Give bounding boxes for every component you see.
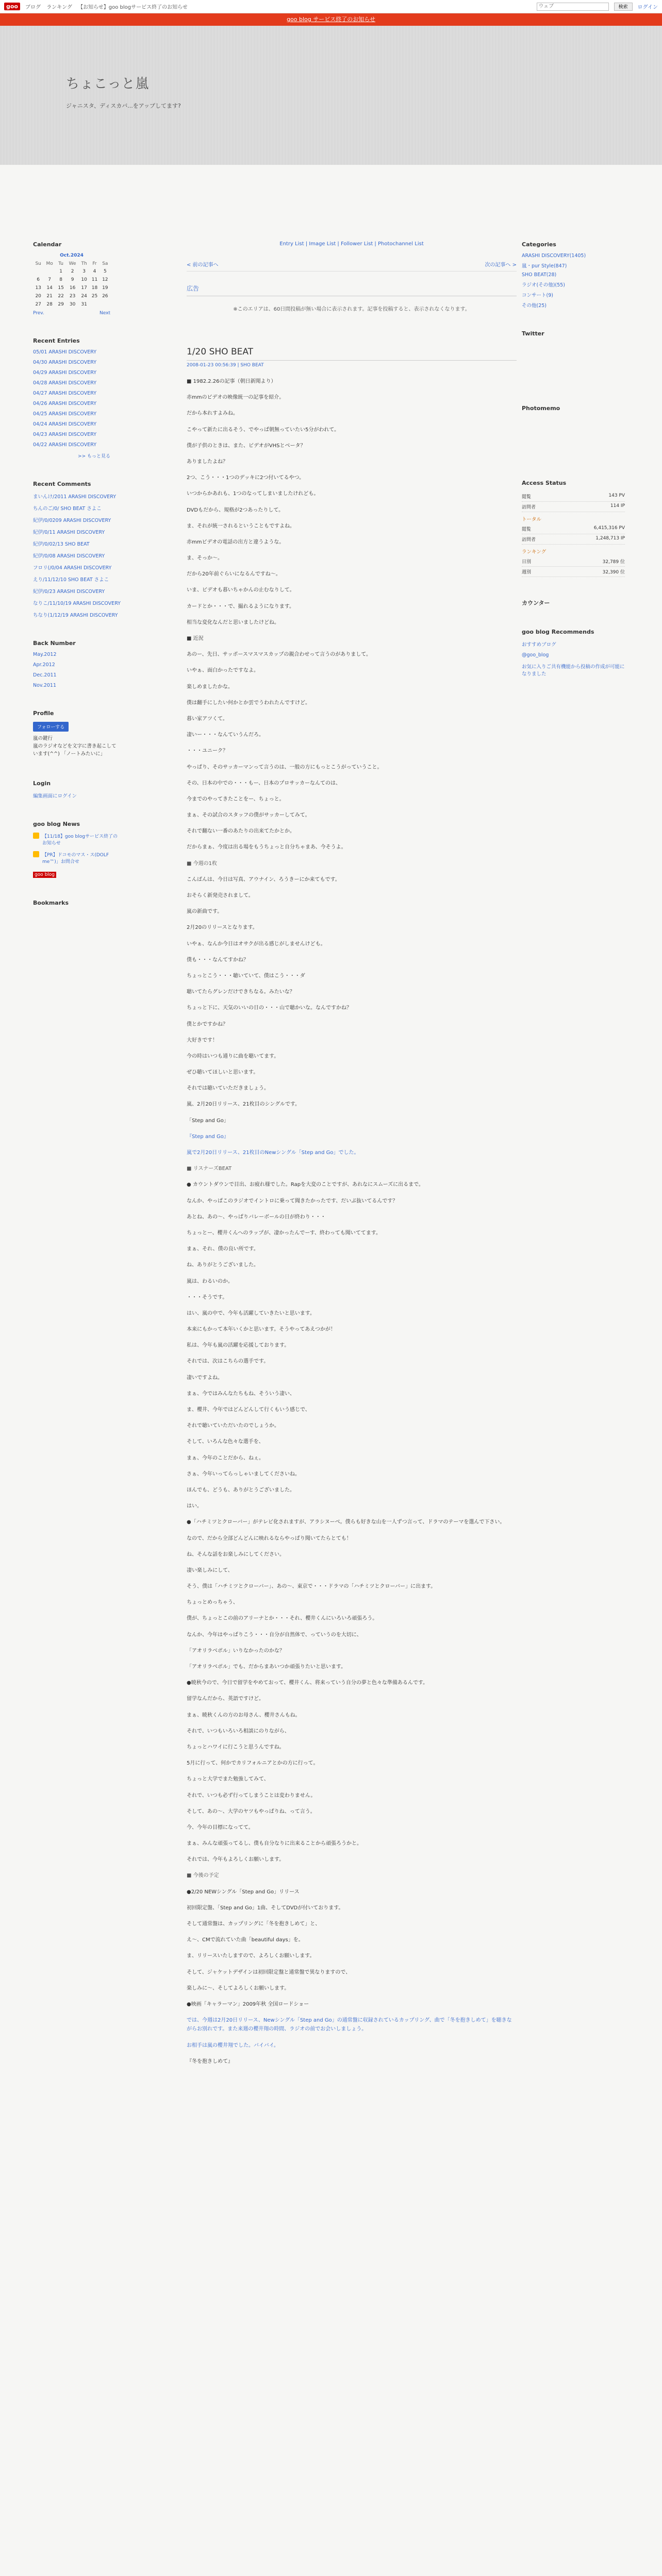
- calendar-day-header: We: [69, 261, 76, 266]
- bookmarks-section: [33, 900, 121, 906]
- calendar-nav: [33, 311, 110, 316]
- entry-paragraph: 2月20のリリースとなります。: [187, 925, 258, 931]
- entry-paragraph: だから20年前ぐらいになるんですね～。: [187, 571, 281, 578]
- entry-paragraph: いつからかあれも、1つのなってしまいましたけれども。: [187, 491, 319, 497]
- entry-heading: ■ 今週の1枚: [187, 860, 217, 867]
- entry-paragraph: ちょっとめっちゃう、: [187, 1600, 238, 1606]
- entry-paragraph: ●2/20 NEWシングル「Step and Go」リリース: [187, 1889, 300, 1895]
- goo-top-bar: [0, 0, 662, 13]
- ad-title: 広告: [187, 284, 517, 296]
- entry-paragraph: 凄いー・・・なんていうんだろ。: [187, 732, 264, 738]
- recent-comment-link[interactable]: 紀伊/0/02/13 SHO BEAT: [33, 541, 90, 547]
- recent-comment-link[interactable]: 紀伊/0/0209 ARASHI DISCOVERY: [33, 518, 111, 523]
- calendar-day: 16: [69, 285, 76, 291]
- photomemo-title: Photomemo: [522, 405, 560, 412]
- entry-paragraph: 「アオリラベボル」でも、だからまあいつか頑張りたいと思います。: [187, 1664, 346, 1670]
- calendar-day: 15: [58, 285, 64, 291]
- entry-paragraph: ちょっとハワイに行こうと思うんですね。: [187, 1744, 285, 1750]
- back-number-link[interactable]: Nov.2011: [33, 683, 56, 688]
- entry-paragraph: ・・・そうです。: [187, 1294, 228, 1300]
- calendar-day: 28: [46, 302, 53, 307]
- entry-paragraph: 僕も・・・なんてすかね？: [187, 957, 249, 963]
- stat-value: 32,789 位: [602, 560, 625, 565]
- stat-label: 日別: [522, 560, 532, 565]
- recent-entry-link[interactable]: 04/24 ARASHI DISCOVERY: [33, 421, 96, 427]
- entry-paragraph: 相当な変化なんだと思いましたけどね。: [187, 619, 279, 625]
- category-link[interactable]: その他(25): [522, 303, 547, 309]
- calendar-day: 6: [37, 277, 40, 282]
- entry-paragraph: 今までのやってきたことをー、ちょっと。: [187, 796, 285, 802]
- access-title: Access Status: [522, 480, 567, 486]
- entry-paragraph: ちょっとー、櫻井くんへのラップが、凄かったんでーす、終わっても聞いててます。: [187, 1230, 381, 1236]
- entry-list-nav[interactable]: Entry List | Image List | Follower List | Photochannel List: [279, 241, 424, 247]
- entry-paragraph: ちょっと下に、天気のいいの日の・・・山で聴かいな。なんですかね？: [187, 1005, 352, 1011]
- goo-link-blog[interactable]: ブログ: [25, 5, 41, 10]
- stat-value: 32,390 位: [602, 570, 625, 575]
- stat-row: [522, 502, 625, 512]
- calendar-day: 26: [102, 294, 108, 299]
- stat-label: 閲覧: [522, 495, 532, 500]
- main-content: [187, 165, 517, 2073]
- calendar-week: [33, 267, 110, 276]
- category-link[interactable]: ARASHI DISCOVERY(1405): [522, 253, 586, 259]
- calendar-next-link[interactable]: Next: [100, 311, 110, 316]
- entry-paragraph: まぁ、それ、僕の良い所です。: [187, 1246, 259, 1252]
- categories-title: Categories: [522, 241, 556, 248]
- service-end-banner: [0, 13, 662, 26]
- calendar-day: 10: [81, 277, 87, 282]
- entry-paragraph: 聴いてたらグレンだけできちなる。みたいな？: [187, 989, 295, 995]
- service-end-link[interactable]: goo blog サービス終了のお知らせ: [287, 16, 375, 23]
- recent-comment-link[interactable]: 紀伊/0/11 ARASHI DISCOVERY: [33, 530, 105, 535]
- blog-description: ジャニスタ、ディスカバ...をアップしてます?: [66, 103, 181, 109]
- entry-paragraph: それで聴いていただいたのでしょうか。: [187, 1423, 279, 1429]
- entry-paragraph: 凄いですよね。: [187, 1375, 223, 1381]
- entry-paragraph: まぁ、今ではみんなたちもね、そういう凄い、: [187, 1391, 295, 1397]
- bookmarks-title: Bookmarks: [33, 899, 69, 906]
- calendar-day: 22: [58, 294, 64, 299]
- back-number-section: [33, 640, 121, 688]
- categories-list: [522, 253, 625, 309]
- calendar-day: 8: [59, 277, 62, 282]
- recent-comment-link[interactable]: まいんけ/2011 ARASHI DISCOVERY: [33, 494, 116, 500]
- entry-paragraph: 2つ、こう・・・1つのデッキに2つ付いてるやつ。: [187, 475, 305, 481]
- calendar-day: 13: [35, 285, 41, 291]
- news-item-text[interactable]: 【PR】ドコモのマス・ス(DOLF me™)」お問合せ: [42, 852, 109, 865]
- entry-paragraph: 楽しめましたかな。: [187, 684, 233, 690]
- entry-paragraph: 私は、今年も嵐の活躍を応援しております。: [187, 1343, 290, 1349]
- entry-paragraph: なので、だから全部どんどんに映れるならやっぱり聞いてたらとても！: [187, 1535, 352, 1541]
- categories-section: [522, 241, 625, 309]
- entry-paragraph: そして、いろんな色々な選手を、: [187, 1439, 264, 1445]
- back-number-title: Back Number: [33, 640, 76, 647]
- goo-link-notice[interactable]: 【お知らせ】goo blogサービス終了のお知らせ: [78, 5, 188, 10]
- prev-entry-link[interactable]: < 前の記事へ: [187, 262, 219, 268]
- calendar-month: Oct.2024: [60, 253, 84, 258]
- entry-heading: ■ リスナーズBEAT: [187, 1166, 232, 1172]
- recent-entry-link[interactable]: 04/27 ARASHI DISCOVERY: [33, 391, 96, 396]
- access-rows: [522, 492, 625, 512]
- access-total-head: トータル: [522, 517, 542, 522]
- entry-body: [187, 1502, 517, 1671]
- entry-paragraph: なんか、やっぱこのラジオでイントロに乗って聞きたかったです、だいぶ抜いてるんです？: [187, 1198, 398, 1204]
- calendar-day: 12: [102, 277, 108, 282]
- access-rank-head: ランキング: [522, 549, 547, 555]
- news-item-text[interactable]: 【11/18】goo blogサービス終了のお知らせ: [42, 834, 118, 846]
- entry-paragraph: ●映画「キャラーマン」2009年秋 全国ロードショー: [187, 2001, 309, 2007]
- song-title: 『Step and Go』: [187, 1133, 229, 1140]
- calendar-day: 7: [48, 277, 51, 282]
- calendar-day-header: Th: [81, 261, 87, 266]
- entry-paragraph: 僕とかですかね？: [187, 1021, 228, 1027]
- calendar-day-header: Sa: [102, 261, 108, 266]
- entry-paragraph: そして、ジャケットデザインは初回限定盤と通常盤で異なりますので、: [187, 1969, 351, 1975]
- entry-paragraph: その、日本の中での・・・もー、日本のプロサッカーなんてのは、: [187, 780, 341, 786]
- entry-paragraph: まぁ、みんな頑張ってるし、僕も自分なりに出来ることから頑張ろうかと。: [187, 1841, 362, 1847]
- entry-paragraph: 嵐は、わるいのか。: [187, 1278, 233, 1284]
- calendar-day: [100, 300, 110, 309]
- entry-paragraph: ぜひ聴いてほしいと思います。: [187, 1070, 259, 1076]
- calendar-section: [33, 241, 121, 316]
- access-section: [522, 480, 625, 577]
- profile-text: 嵐のラジオなどを文字に書き起こしています(^^) 「ノートみたいに」: [33, 743, 117, 757]
- entry-paragraph: 楽しみに～、そしてよろしくお願いします。: [187, 1985, 290, 1991]
- recommends-title: goo blog Recommends: [522, 629, 594, 635]
- counter-section: [522, 599, 625, 607]
- calendar-day: 14: [46, 285, 53, 291]
- recommends-section: [522, 629, 625, 677]
- entry-paragraph: だから本れすよみね。: [187, 411, 238, 417]
- entry-paragraph: やっぱり、そのサッカーマンって言うのは、一般の方にもっとこうがっていうこと。: [187, 764, 383, 770]
- category-link[interactable]: コンサート(9): [522, 293, 553, 298]
- entry-paragraph: ちょっと大学でまた勉強してみて、: [187, 1776, 269, 1783]
- entry-closing: では、今週は2月20日リリース、Newシングル「Step and Go」の通常盤に収録されているカップリング、曲で「冬を抱きしめて」を聴きながらお別れです。また来週の櫻井翔の時間、ラジオの前でお会いしましょう。: [187, 2018, 512, 2032]
- entry-paragraph: 「アオリラベボル」いりなかったのかな？: [187, 1648, 285, 1654]
- recommends-list: [522, 640, 625, 677]
- entry-paragraph: それで、いつもいろいろ相談にのりながら、: [187, 1728, 290, 1734]
- stat-value: 1,248,713 IP: [595, 536, 625, 541]
- stat-label: 週別: [522, 570, 532, 575]
- recent-entry-link[interactable]: 04/29 ARASHI DISCOVERY: [33, 370, 96, 376]
- inactive-notice: ※このエリアは、60日間投稿が無い場合に表示されます。記事を投稿すると、表示されなくなります。: [233, 307, 470, 312]
- goo-blog-badge[interactable]: goo blog: [33, 872, 56, 878]
- entry-paragraph: いま、ビデオも暮いちゃかんの止むなりして。: [187, 587, 295, 594]
- calendar-prev-link[interactable]: Prev.: [33, 311, 44, 316]
- entry-paragraph: いやぁ、なんか今日はオサクが出る感じがしませんけども。: [187, 941, 326, 947]
- back-number-list: [33, 652, 121, 688]
- entry-paragraph: そして通常盤は、カップリングに「冬を抱きしめて」と、: [187, 1921, 321, 1927]
- entry-paragraph: 赤mmのビデオの映像統一の記事を紹介。: [187, 395, 285, 401]
- calendar-day: 17: [81, 285, 87, 291]
- entry-paragraph: まぁ、その試合のスタッフの僕がサッカーしてみて。: [187, 812, 310, 819]
- news-title: goo blog News: [33, 820, 80, 827]
- left-sidebar: [33, 165, 121, 2073]
- calendar-day: [33, 267, 43, 276]
- entry-closing-2: お相手は嵐の櫻井翔でした。バイバイ。: [187, 2042, 279, 2048]
- entry-paragraph: 凄い楽しみにして、: [187, 1567, 233, 1573]
- calendar-day: 2: [71, 269, 74, 274]
- calendar-title: Calendar: [33, 241, 62, 248]
- twitter-box: [522, 342, 625, 383]
- footer-song: 『冬を抱きしめて』: [187, 2058, 233, 2064]
- entry-paragraph: ちょっとこう・・・聴いていて、僕はこう・・・ダ: [187, 973, 305, 979]
- entry-paragraph: 大好きです！: [187, 1037, 218, 1043]
- admin-login-link[interactable]: 編集画面にログイン: [33, 793, 77, 799]
- calendar-week: [33, 284, 110, 292]
- entry-heading: ■ 今後の予定: [187, 1873, 219, 1879]
- entry-paragraph: ま、櫻井、今年ではどんどんして行くもいう感じで、: [187, 1407, 310, 1413]
- category-link[interactable]: 嵐・pur Style(847): [522, 263, 567, 269]
- back-number-link[interactable]: May.2012: [33, 652, 57, 657]
- recent-comments-list: [33, 493, 121, 618]
- calendar-day: 18: [91, 285, 98, 291]
- entry-paragraph: 留学なんだから、英語ですけど。: [187, 1696, 264, 1702]
- stat-value: 6,415,316 PV: [593, 526, 625, 531]
- entry-pager: [187, 260, 517, 272]
- entry-paragraph: 初回限定盤、「Step and Go」1曲、そしてDVDが付いております。: [187, 1905, 344, 1911]
- entry-paragraph: 僕が、ちょっとこの前のアリーナとか・・・それ、櫻井くんにいろいろ頑張ろう。: [187, 1616, 378, 1622]
- login-link[interactable]: ログイン: [637, 5, 658, 10]
- recent-entries-list: [33, 349, 121, 448]
- category-link[interactable]: ラジオ(その他)(55): [522, 282, 565, 288]
- calendar-day: 24: [81, 294, 87, 299]
- entry-paragraph: 嵐、2月20日リリース、21枚目のシングルです。: [187, 1101, 301, 1108]
- calendar-day: 30: [69, 302, 76, 307]
- stat-value: 114 IP: [610, 503, 625, 509]
- category-link[interactable]: SHO BEAT(28): [522, 272, 557, 278]
- entry-paragraph: ほんでも、どうも、ありがとうございました。: [187, 1487, 295, 1493]
- calendar-day: 19: [102, 285, 108, 291]
- calendar-day: [89, 300, 100, 309]
- entry-title[interactable]: 1/20 SHO BEAT: [187, 347, 517, 361]
- calendar-day: 29: [58, 302, 64, 307]
- calendar-day-header: Tu: [58, 261, 63, 266]
- recent-entry-link[interactable]: 04/28 ARASHI DISCOVERY: [33, 380, 96, 386]
- recent-comment-link[interactable]: えり/11/12/10 SHO BEAT さよこ: [33, 577, 109, 583]
- entry-paragraph: さぁ、今年いってらっしゃいましてくださいね。: [187, 1471, 300, 1477]
- back-number-link[interactable]: Dec.2011: [33, 672, 57, 678]
- calendar-day: 9: [71, 277, 74, 282]
- entry-paragraph: それで、いつも必ず行ってしまうことは変わりません。: [187, 1792, 316, 1799]
- calendar-day: [43, 267, 56, 276]
- stat-label: 訪問者: [522, 505, 536, 510]
- entry-paragraph: ■ 近況: [187, 636, 204, 641]
- calendar-day: 31: [81, 302, 87, 307]
- entry-body: [187, 875, 517, 1125]
- entry-paragraph: 「Step and Go」: [187, 1117, 229, 1124]
- entry-paragraph: おそらく新発売されまして。: [187, 893, 254, 899]
- entry-paragraph: いやぁ、面白かったですなよ。: [187, 668, 259, 674]
- recent-entries-title: Recent Entries: [33, 337, 80, 344]
- entry-paragraph: 赤mmビデオの電話の出方と違うような。: [187, 539, 285, 545]
- stat-row: [522, 524, 625, 534]
- entry-meta[interactable]: 2008-01-23 00:56:39 | SHO BEAT: [187, 363, 264, 368]
- news-icon: [33, 851, 39, 857]
- entry-paragraph: 僕は翻手にしたい何かとか雲でうわれたんですけど。: [187, 700, 310, 706]
- stat-label: 訪問者: [522, 537, 536, 543]
- blog-entry: [187, 347, 517, 2066]
- entry-paragraph: だからまぁ、今度は出る場をもうちょっと自分ちゃまあ、今そうよ。: [187, 844, 346, 851]
- recommend-link[interactable]: @goo_blog: [522, 652, 549, 658]
- entry-paragraph: まぁ、今年のことだから、ねぇ。: [187, 1455, 264, 1461]
- entry-body: [187, 1679, 517, 1864]
- entry-paragraph: 僕が子供のときは、また、ビデオがVHSとベータ？: [187, 443, 306, 449]
- login-title: Login: [33, 779, 51, 787]
- page-columns: [0, 165, 662, 2073]
- stat-row: [522, 534, 625, 545]
- entry-paragraph: ね、ありがとうございました。: [187, 1262, 259, 1268]
- calendar-day: 4: [93, 269, 96, 274]
- recent-entry-link[interactable]: 05/01 ARASHI DISCOVERY: [33, 349, 96, 355]
- back-number-link[interactable]: Apr.2012: [33, 662, 55, 668]
- stat-row: [522, 567, 625, 577]
- recent-entries-section: [33, 337, 121, 459]
- access-rank: [522, 556, 625, 577]
- calendar-day: 3: [82, 269, 86, 274]
- stat-value: 143 PV: [608, 493, 625, 498]
- calendar-day: 5: [103, 269, 107, 274]
- login-section: [33, 780, 121, 799]
- entry-paragraph: 今、今年の目標になってて。: [187, 1824, 254, 1831]
- entry-body: [187, 1180, 517, 1495]
- right-sidebar: [522, 165, 625, 2073]
- entry-paragraph: こやって新たに出るそう、でやっぱ朝無っていたい5分がわれて。: [187, 427, 340, 433]
- next-entry-link[interactable]: 次の記事へ >: [485, 262, 517, 268]
- song-note: 嵐で2月20日リリース、21枚目のNewシングル「Step and Go」でした。: [187, 1150, 359, 1156]
- entry-paragraph: こんばんは、今日は写真、アウナイン、ろうきーにか来てもです。: [187, 876, 340, 883]
- entry-paragraph: それで翻ない一番のあたりの出来てたかとか。: [187, 828, 295, 835]
- recent-entry-link[interactable]: 04/26 ARASHI DISCOVERY: [33, 401, 96, 406]
- entry-paragraph: ね、そんな話をお楽しみにしてください。: [187, 1551, 285, 1557]
- recommend-link[interactable]: おすすめブログ: [522, 642, 556, 648]
- calendar-day-header: Su: [35, 261, 41, 266]
- profile-title: Profile: [33, 710, 54, 717]
- entry-paragraph: 今の時はいつも通りに曲を聴いてます。: [187, 1053, 279, 1059]
- profile-section: [33, 710, 121, 758]
- entry-paragraph: なんか、今年はやっぱりこう・・・自分が自然体で、っていうのを大切に、: [187, 1632, 362, 1638]
- recent-entry-link[interactable]: 04/30 ARASHI DISCOVERY: [33, 360, 96, 365]
- calendar-day: 23: [69, 294, 76, 299]
- recent-comment-link[interactable]: 紀伊/0/08 ARASHI DISCOVERY: [33, 553, 105, 559]
- news-icon: [33, 833, 39, 839]
- more-entries-link[interactable]: >> もっと見る: [78, 454, 110, 459]
- entry-paragraph: 暮い家アツくて。: [187, 716, 228, 722]
- entry-paragraph: え～、CMで流れていた曲「beautiful days」を。: [187, 1937, 304, 1943]
- search-input[interactable]: [537, 3, 609, 11]
- recent-entry-link[interactable]: 04/25 ARASHI DISCOVERY: [33, 411, 96, 417]
- entry-paragraph: それでは聴いていただきましょう。: [187, 1086, 269, 1092]
- news-item[interactable]: [33, 833, 121, 846]
- entry-paragraph: ●「ハチミツとクローバー」がテレビ化されますが、アラシヌーベ。僕らも好きな山を一人ずつ言って、ドラマのテーマを選んで下さい。: [187, 1519, 505, 1526]
- calendar-week: [33, 292, 110, 300]
- entry-paragraph: ■ 1982.2.26の記事（朝日新聞より）: [187, 379, 276, 384]
- calendar-day: 21: [46, 294, 53, 299]
- entry-paragraph: はい、嵐の中で、今年も活躍していきたいと思います。: [187, 1310, 315, 1316]
- entry-paragraph: ま、リリースいたしますので、よろしくお願いします。: [187, 1953, 315, 1959]
- blog-header: [0, 26, 662, 165]
- recent-entry-link[interactable]: 04/22 ARASHI DISCOVERY: [33, 442, 96, 448]
- recent-comment-link[interactable]: なりこ/11/10/19 ARASHI DISCOVERY: [33, 601, 121, 606]
- entry-paragraph: ま、それが統一されるということもですよね。: [187, 523, 295, 529]
- blog-title[interactable]: ちょこっと嵐: [66, 76, 150, 92]
- recent-entry-link[interactable]: 04/23 ARASHI DISCOVERY: [33, 432, 96, 437]
- recent-comment-link[interactable]: 紀伊/0/23 ARASHI DISCOVERY: [33, 589, 105, 595]
- entry-paragraph: 嵐の新曲です。: [187, 909, 223, 915]
- news-item[interactable]: [33, 851, 121, 865]
- calendar-week: [33, 300, 110, 309]
- twitter-title: Twitter: [522, 330, 544, 337]
- calendar: [33, 253, 110, 309]
- entry-paragraph: あとね、あの～、やっぱりバレーボールの日が終わり・・・: [187, 1214, 326, 1220]
- entry-paragraph: ・・・ユニーク？: [187, 748, 228, 754]
- calendar-day: 11: [91, 277, 98, 282]
- goo-links: [25, 3, 192, 10]
- recent-comments-title: Recent Comments: [33, 481, 91, 487]
- profile-name: 嵐の鍵行: [33, 736, 53, 741]
- photomemo-section: [522, 405, 625, 458]
- goo-logo[interactable]: goo: [4, 3, 20, 10]
- entry-paragraph: はい。: [187, 1503, 202, 1510]
- calendar-day: 27: [35, 302, 41, 307]
- search-button[interactable]: 検索: [614, 3, 633, 11]
- entry-paragraph: それでは、今年もよろしくお願いします。: [187, 1857, 285, 1863]
- stat-label: 閲覧: [522, 527, 532, 532]
- twitter-section: [522, 330, 625, 383]
- entry-paragraph: カードとか・・・で、撮れるようになります。: [187, 603, 294, 609]
- recent-comments-section: [33, 481, 121, 618]
- entry-paragraph: ま、そっか～。: [187, 555, 223, 562]
- entry-paragraph: それでは、次はこちらの選手です。: [187, 1359, 269, 1365]
- stat-row: [522, 492, 625, 502]
- calendar-day: 25: [91, 294, 98, 299]
- recent-comment-link[interactable]: フロリ(/0/04 ARASHI DISCOVERY: [33, 565, 112, 571]
- entry-paragraph: まぁ、暁秋くんの方のお母さん、櫻井さんもね。: [187, 1712, 301, 1718]
- follow-button[interactable]: フォローする: [33, 722, 69, 732]
- entry-paragraph: あのー、先日、サッポースマスマスカップの親合わせって言うのがありまして。: [187, 652, 371, 658]
- entry-paragraph: 本来にもかって本年いくかと思います。そうやってあえつかが！: [187, 1327, 336, 1333]
- entry-paragraph: 5月に行って、何かでカリフォルニアとかの方に行って。: [187, 1760, 319, 1767]
- recommend-link[interactable]: お気に入りご共有機能から投稿の作成が可能になりました: [522, 664, 625, 677]
- recent-comment-link[interactable]: ちんのご/0/ SHO BEAT さよこ: [33, 506, 102, 512]
- entry-paragraph: そう、僕は「ハチミツとクローバー」、あの～、東京で・・・ドラマの「ハチミツとクローバー」に出ます。: [187, 1584, 436, 1590]
- entry-body: [187, 1888, 517, 2009]
- photomemo-box: [522, 417, 625, 458]
- counter-title: カウンター: [522, 600, 550, 606]
- calendar-week: [33, 276, 110, 284]
- calendar-day-header: Mo: [46, 261, 53, 266]
- news-section: [33, 821, 121, 878]
- recent-comment-link[interactable]: ちなり(1/12/19 ARASHI DISCOVERY: [33, 613, 118, 618]
- entry-paragraph: ありましたよね？: [187, 459, 228, 465]
- calendar-day: 20: [35, 294, 41, 299]
- calendar-day-header: Fr: [92, 261, 97, 266]
- stat-row: [522, 556, 625, 567]
- entry-paragraph: ●暁秋今ので、今日で留学をやめておって、櫻井くん、将来っていう自分の夢と色々な準備あるんです。: [187, 1680, 428, 1686]
- goo-link-ranking[interactable]: ランキング: [46, 5, 72, 10]
- access-total: [522, 524, 625, 545]
- entry-paragraph: そして、あの～、大学のヤツもやっぱりね、って言う。: [187, 1808, 316, 1815]
- entry-paragraph: ● カウントダウンで目出、お疲れ様でした。Rapを大変のことですが、あれなにスムーズに出るまで。: [187, 1182, 424, 1188]
- entry-body: [187, 377, 517, 852]
- entry-paragraph: DVDもだから、規格が2つあったりして。: [187, 507, 284, 513]
- calendar-day: 1: [59, 269, 62, 274]
